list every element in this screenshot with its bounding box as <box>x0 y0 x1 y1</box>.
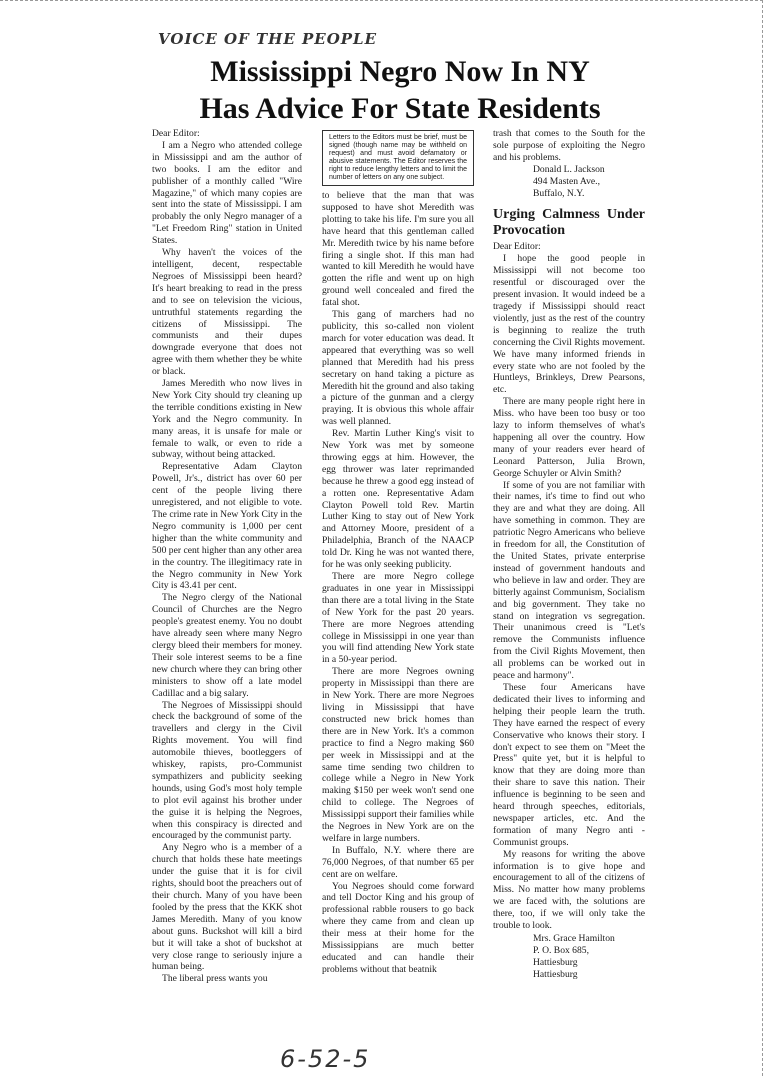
letter1-paragraph: In Buffalo, N.Y. where there are 76,000 Negroes, of that number 65 per cent are on welfare. <box>322 844 474 880</box>
signature-line: Hattiesburg <box>533 968 578 980</box>
signature-line: Donald L. Jackson <box>533 163 605 175</box>
signature-line: Buffalo, N.Y. <box>533 187 585 199</box>
column-1 <box>152 128 302 985</box>
letter1-paragraph: The liberal press wants you <box>162 973 268 985</box>
signature-line: P. O. Box 685, <box>533 944 589 956</box>
letter2-paragraph: If some of you are not familiar with their names, it's time to find out who they are and what they are doing. All have something in common. They are patriotic Negro Americans who believe in freedom for all, the Constitution of the United States, private enterprise instead of government handouts and who believe in law and order. They are bitterly against Communism, Socialism and big government. They take no stand on integration vs segregation. Their unanimous creed is "Let's remove the Communists influence from the Civil Rights Movement, then all problems can be worked out in peace and harmony". <box>493 479 645 682</box>
letter1-paragraph: trash that comes to the South for the sole purpose of exploiting the Negro and his problems. <box>493 128 645 163</box>
letter1-paragraph: I am a Negro who attended college in Mississippi and am the author of two books. I am the editor and publisher of a monthly called "Wire Magazine," of which many copies are sent into the state of Mississippi. I am probably the only Negro manager of a "Let Freedom Ring" station in United States. <box>152 139 302 247</box>
letter2-paragraph: My reasons for writing the above information is to give hope and encouragement to all of the citizens of Miss. No matter how many problems we are faced with, the solutions are there, too, if we will only take the trouble to look. <box>493 848 645 932</box>
letter1-paragraph: This gang of marchers had no publicity, this so-called non violent march for voter education was dead. It appeared that everything was so well planned that Meredith had his press secretary on hand taking a picture as Meredith hit the ground and also taking a picture of the gunman and a clergy praying. It is obvious this whole affair was well planned. <box>322 309 474 428</box>
letter1-paragraph: Any Negro who is a member of a church that holds these hate meetings under the guise that it is for civil rights, should boot the preachers out of their church. Many of you have been fooled by the press that the KKK shot James Meredith. Many of you know about guns. Buckshot will kill a bird but it will take a shot of buckshot at very close range to seriously injure a human being. <box>152 842 303 973</box>
letter1-paragraph: Rev. Martin Luther King's visit to New York was met by someone throwing eggs at him. However, the egg thrower was later reprimanded because he threw a good egg instead of a rotten one. Representative Adam Clayton Powell told Rev. Martin Luther King to stay out of New York and Attorney Moore, president of a Philadelphia, Branch of the NAACP told Dr. King he was not wanted there, for he was only seeking publicity. <box>322 428 474 571</box>
letter1-signature <box>493 164 645 200</box>
handwritten-file-code: 6-52-5 <box>280 1045 371 1073</box>
signature-line: Hattiesburg <box>533 956 578 968</box>
letter1-paragraph: The Negro clergy of the National Council of Churches are the Negro people's greatest enemy. You no doubt have already seen where many Negro clergy bleed their members for money. Their sole interest seems to be a fine new church where they can bring other ministers to show off a late model Cadillac and a big salary. <box>152 592 302 699</box>
letter1-paragraph: The Negroes of Mississippi should check the background of some of the travellers and clergy in the Civil Rights movement. You will find automobile thieves, bootleggers of whiskey, rapists, pro-Communist sympathizers and publicity seeking hounds, using God's most holy temple to plot evil against his brother under the guise it is helping the Negroes, when this conspiracy is directed and encouraged by the communist party. <box>152 699 302 842</box>
letter2-signature <box>493 933 645 981</box>
letter1-paragraph: to believe that the man that was supposed to have shot Meredith was plotting to take his life. I'm sure you all have heard that this gentleman called Mr. Meredith twice by his name before firing a single shot. If this man had wanted to kill Meredith he would have gotten the rifle and went up on high ground well concealed and fired the fatal shot. <box>322 190 474 309</box>
letter1-paragraph: You Negroes should come forward and tell Doctor King and his group of professional rabble rousers to go back where they came from and clean up their mess at their home for the Mississippians are much better educated and can handle their problems without that beatnik <box>322 880 474 975</box>
headline-line-1: Mississippi Negro Now In NY <box>210 55 590 88</box>
letter2-paragraph: These four Americans have dedicated their lives to informing and helping their people learn the truth. They have earned the respect of every Conservative who knows their story. I don't expect to see them on "Meet the Press" quite yet, but it is helpful to know that they are doing more than their share to save this nation. Their influence is beginning to be seen and heard through speeches, editorials, newspaper articles, etc. And the formation of many Negro anti - Communist groups. <box>493 681 645 848</box>
letter1-paragraph: Representative Adam Clayton Powell, Jr's., district has over 60 per cent of the people living there unregistered, and not eligible to vote. The crime rate in New York City in the Negro community is 1,000 per cent higher than the white community and 500 per cent higher than any other area in the country. The illegitimacy rate in the Negro community in New York City is 43.41 per cent. <box>152 461 303 592</box>
letter1-paragraph: Why haven't the voices of the intelligent, decent, respectable Negroes of Mississippi been heard? It's heart breaking to read in the press and to see on television the vicious, untruthful statements regarding the citizens of Mississippi. The communists and their dupes downgrade everyone that does not agree with them whether they be white or black. <box>152 247 302 378</box>
headline <box>150 53 650 127</box>
editor-notice-box: Letters to the Editors must be brief, must be signed (though name may be withheld on request) and must avoid defamatory or abusive statements. The Editor reserves the right to reduce lengthy letters and to limit the number of letters on any one subject. <box>322 130 474 186</box>
letter1-paragraph: There are more Negro college graduates in one year in Mississippi than there are a total living in the State of New York for the past 20 years. There are more Negroes attending college in Mississippi in one year than you will find attending New York state in a 50-year period. <box>322 571 474 666</box>
letter2-salutation: Dear Editor: <box>493 241 541 253</box>
signature-line: 494 Masten Ave., <box>533 175 600 187</box>
letter1-paragraph: There are more Negroes owning property in Mississippi than there are in New York. There are more Negroes living in Mississippi that have constructed new brick homes than there are in New York. It's a common practice to find a Negro making $60 per week in Mississippi and at the same time sending two children to college while a Negro in New York making $150 per week won't send one child to college. The Negroes of Mississippi support their families while the Negroes in New York are on the welfare in large numbers. <box>322 666 474 844</box>
headline-line-2: Has Advice For State Residents <box>199 92 601 125</box>
column-3 <box>493 128 645 981</box>
letter2-paragraph: I hope the good people in Mississippi will not become too resentful or discouraged over the present invasion. It would indeed be a tragedy if Mississippi should react violently, just as the rest of the country is beginning to realize the truth concerning the Civil Rights movement. We have many informed friends in every state who are not fooled by the Huntleys, Brinkleys, Drew Pearsons, etc. <box>493 253 645 396</box>
letter2-title: Urging Calmness Under Provocation <box>493 207 645 239</box>
letter2-paragraph: There are many people right here in Miss. who have been too busy or too lazy to inform themselves of what's happening all over the country. How many of your readers ever heard of Leonard Patterson, Julia Brown, George Schuyler or Alvin Smith? <box>493 396 645 479</box>
signature-line: Mrs. Grace Hamilton <box>533 933 615 944</box>
column-2 <box>322 130 474 976</box>
masthead: VOICE OF THE PEOPLE <box>158 30 378 48</box>
letter1-paragraph: James Meredith who now lives in New York City should try cleaning up the terrible conditions existing in New York and the Negro community. In many areas, it is unsafe for male or female to walk, or even to ride a subway, without being attacked. <box>152 378 302 461</box>
letter1-salutation: Dear Editor: <box>152 128 200 139</box>
